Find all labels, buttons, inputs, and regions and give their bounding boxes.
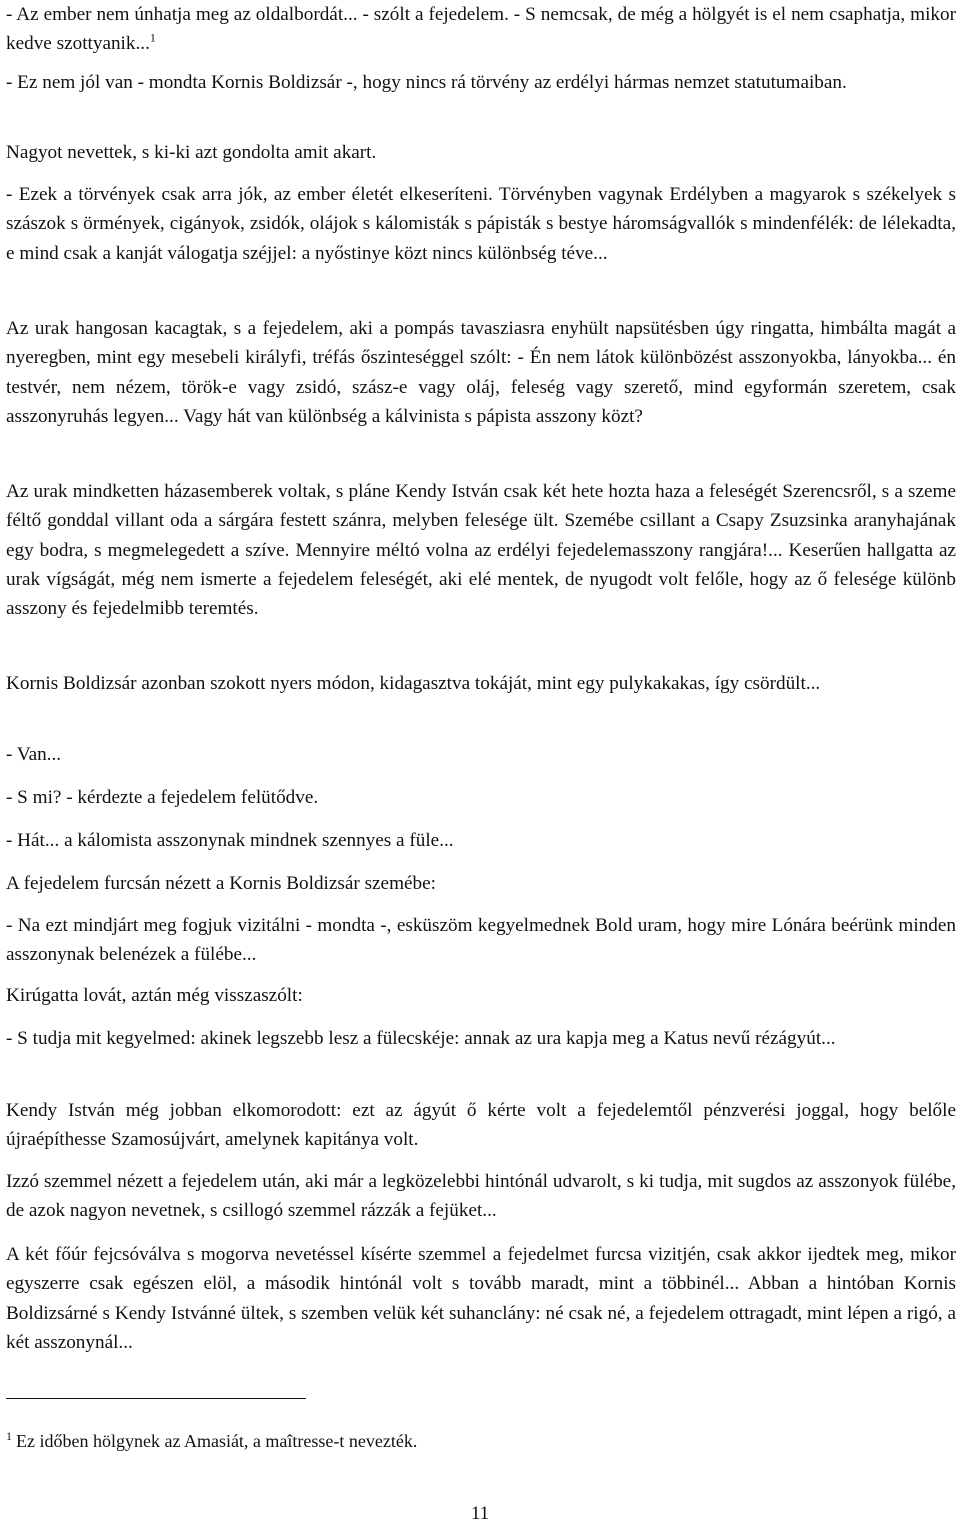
footnote-text: Ez időben hölgynek az Amasiát, a maîtresse-t nevezték. (16, 1431, 418, 1451)
paragraph-15: Kendy István még jobban elkomorodott: ezt az ágyút ő kérte volt a fejedelemtől pénzverési joggal, hogy belőle újraépíthesse Szamosújvárt, amelynek kapitánya volt. (6, 1100, 956, 1151)
paragraph-4: - Ezek a törvények csak arra jók, az ember életét elkeseríteni. Törvényben vagynak Erdélyben a magyarok s székelyek s szászok s örmények, cigányok, zsidók, olájok s kálomisták s pápisták s bestye háromságvallók s mindenfélék: de lélekadta, e mind csak a kanját válogatja széjjel: a nyőstinye közt nincs különbség téve... (6, 184, 956, 264)
paragraph-1 (6, 0, 956, 59)
paragraph-12: - Na ezt mindjárt meg fogjuk vizitálni - mondta -, esküszöm kegyelmednek Bold uram, hogy mire Lónára beérünk minden asszonynak belenézek a fülébe... (6, 915, 956, 966)
paragraph-text: - Az ember nem únhatja meg az oldalbordát... - szólt a fejedelem. - S nemcsak, de még a hölgyét is el nem csaphatja, mikor kedve szottyanik... (6, 4, 956, 55)
footnote-reference[interactable]: 1 (149, 30, 156, 45)
footnote-divider (6, 1398, 306, 1399)
paragraph-5: Az urak hangosan kacagtak, s a fejedelem, aki a pompás tavasziasra enyhült napsütésben úgy ringatta, himbálta magát a nyeregben, mint egy mesebeli királyfi, tréfás őszinteséggel szólt: - Én nem látok különbözést asszonyokba, lányokba... én testvér, nem nézem, török-e vagy zsidó, szász-e vagy oláj, feleség vagy szerető, mind egyformán szeretem, csak asszonyruhás legyen... Vagy hát van különbség a kálvinista s pápista asszony közt? (6, 318, 956, 427)
paragraph-7: Kornis Boldizsár azonban szokott nyers módon, kidagasztva tokáját, mint egy pulykakakas, így csördült... (6, 673, 821, 694)
paragraph-3: Nagyot nevettek, s ki-ki azt gondolta amit akart. (6, 142, 377, 163)
paragraph-17: A két főúr fejcsóválva s mogorva nevetéssel kísérte szemmel a fejedelmet furcsa vizitjén, csak akkor ijedtek meg, mikor egyszerre csak egészen elöl, a második hintónál volt s tovább maradt, mint a többinél... Abban a hintóban Kornis Boldizsárné s Kendy Istvánné ültek, s szemben velük két suhanclány: né csak né, a fejedelem ottragadt, mint lépen a rigó, a két asszonynál... (6, 1244, 956, 1353)
paragraph-16: Izzó szemmel nézett a fejedelem után, aki már a legközelebbi hintónál udvarolt, s ki tudja, mit sugdos az asszonyok fülébe, de azok nagyon nevetnek, s csillogó szemmel rázzák a fejüket... (6, 1171, 956, 1222)
paragraph-6: Az urak mindketten házasemberek voltak, s pláne Kendy István csak két hete hozta haza a feleségét Szerencsről, s a szeme féltő gonddal villant oda a sárgára festett szánra, melyben felesége ült. Szemébe csillant a Csapy Zsuzsinka aranyhajának egy bodra, s megmelegedett a szíve. Mennyire méltó volna az erdélyi fejedelemasszony rangjára!... Keserűen hallgatta az urak vígságát, még nem ismerte a fejedelem feleségét, aki elé mentek, de nyugodt volt felőle, hogy az ő felesége különb asszony és fejedelmibb teremtés. (6, 481, 956, 620)
paragraph-9: - S mi? - kérdezte a fejedelem felütődve. (6, 787, 319, 808)
paragraph-13: Kirúgatta lovát, aztán még visszaszólt: (6, 985, 303, 1006)
paragraph-2: - Ez nem jól van - mondta Kornis Boldizsár -, hogy nincs rá törvény az erdélyi hármas nemzet statutumaiban. (6, 72, 847, 93)
paragraph-14: - S tudja mit kegyelmed: akinek legszebb lesz a fülecskéje: annak az ura kapja meg a Katus nevű rézágyút... (6, 1028, 836, 1049)
paragraph-8: - Van... (6, 744, 62, 765)
paragraph-11: A fejedelem furcsán nézett a Kornis Boldizsár szemébe: (6, 873, 436, 894)
footnote-number: 1 (6, 1429, 12, 1443)
footnote (6, 1428, 417, 1454)
paragraph-10: - Hát... a kálomista asszonynak mindnek szennyes a füle... (6, 830, 454, 851)
page-number: 11 (470, 1503, 490, 1524)
